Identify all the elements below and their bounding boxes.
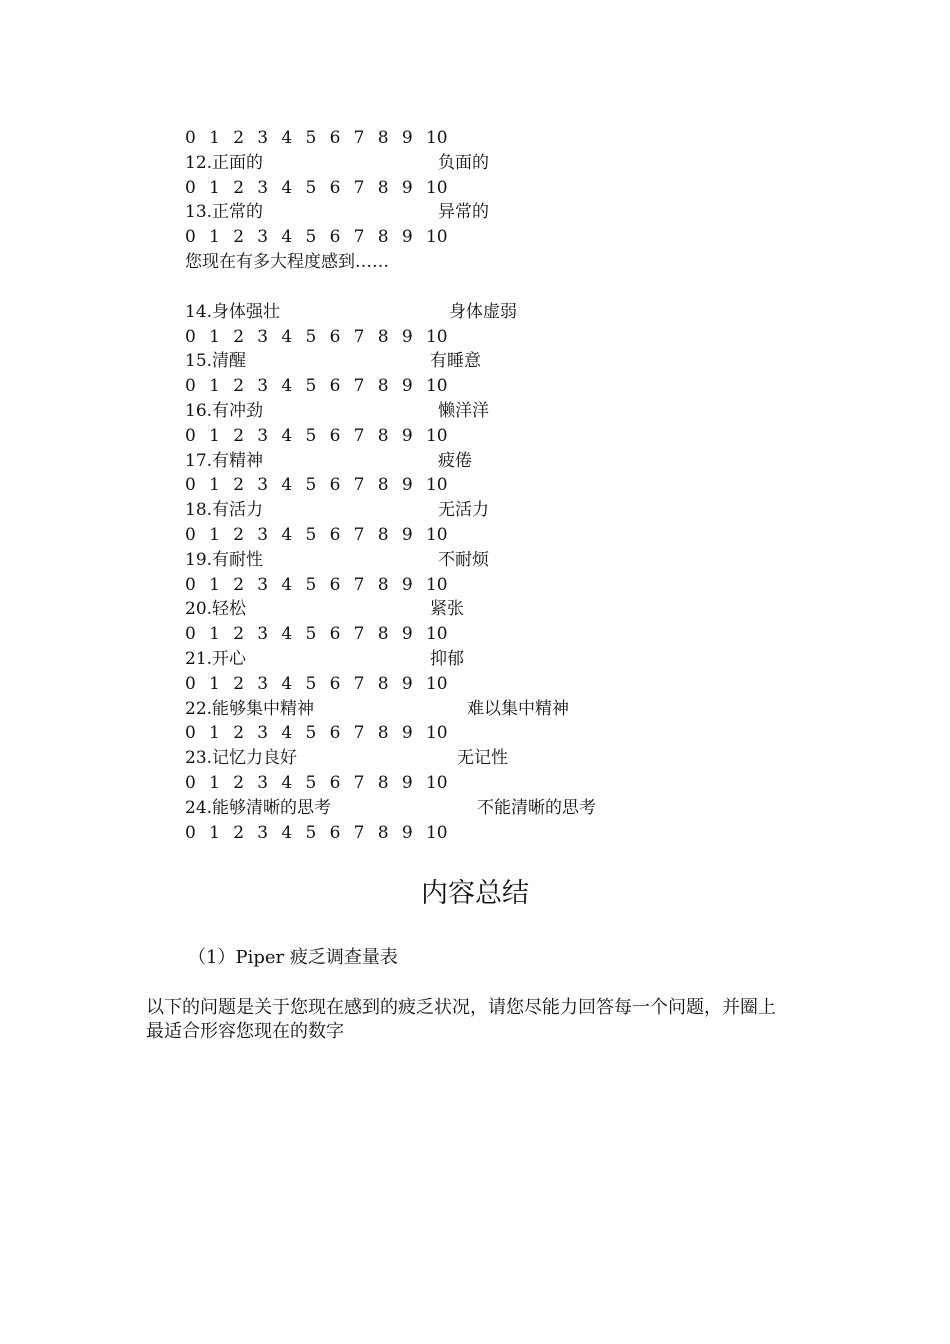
scale-number[interactable]: 9 xyxy=(401,822,413,843)
scale-number[interactable]: 1 xyxy=(209,673,220,694)
scale-number[interactable]: 9 xyxy=(401,524,413,545)
scale-number[interactable]: 2 xyxy=(233,772,245,793)
item-right-label: 身体虚弱 xyxy=(449,301,517,322)
scale-number[interactable]: 8 xyxy=(377,475,389,496)
scale-number[interactable]: 8 xyxy=(377,624,389,645)
scale-item xyxy=(185,796,785,821)
rating-scale xyxy=(185,374,785,399)
scale-number[interactable]: 2 xyxy=(233,574,245,595)
scale-number[interactable]: 9 xyxy=(401,425,413,446)
scale-number[interactable]: 1 xyxy=(209,574,220,595)
scale-number[interactable]: 4 xyxy=(281,524,293,545)
scale-number[interactable]: 8 xyxy=(377,326,389,347)
fatigue-scale-list xyxy=(185,126,785,845)
scale-item xyxy=(185,647,785,672)
scale-number[interactable]: 8 xyxy=(377,227,389,248)
summary-title: 内容总结 xyxy=(421,878,529,909)
scale-number[interactable]: 1 xyxy=(209,177,220,198)
scale-number[interactable]: 5 xyxy=(305,376,317,397)
scale-item xyxy=(185,746,785,771)
rating-scale xyxy=(185,573,785,598)
scale-number[interactable]: 2 xyxy=(233,475,245,496)
scale-number[interactable]: 3 xyxy=(257,227,269,248)
scale-number[interactable]: 3 xyxy=(257,723,269,744)
scale-number[interactable]: 1 xyxy=(209,376,220,397)
scale-number[interactable]: 10 xyxy=(425,624,448,645)
scale-number[interactable]: 0 xyxy=(185,624,196,645)
scale-number[interactable]: 8 xyxy=(377,673,389,694)
rating-scale xyxy=(185,622,785,647)
scale-number[interactable]: 3 xyxy=(257,425,269,446)
scale-number[interactable]: 10 xyxy=(425,425,448,446)
item-right-label: 紧张 xyxy=(430,599,464,620)
item-right-label: 疲倦 xyxy=(438,450,472,471)
rating-scale xyxy=(185,523,785,548)
scale-number[interactable]: 3 xyxy=(257,822,269,843)
scale-number[interactable]: 9 xyxy=(401,772,413,793)
scale-number[interactable]: 4 xyxy=(281,574,293,595)
scale-number[interactable]: 5 xyxy=(305,326,317,347)
scale-number[interactable]: 10 xyxy=(425,128,448,148)
item-left-label: 22.能够集中精神 xyxy=(185,698,315,719)
scale-number[interactable]: 9 xyxy=(401,376,413,397)
scale-number[interactable]: 5 xyxy=(305,822,317,843)
scale-number[interactable]: 0 xyxy=(185,673,196,694)
scale-number[interactable]: 8 xyxy=(377,524,389,545)
scale-number[interactable]: 1 xyxy=(209,772,220,793)
item-left-label: 12.正面的 xyxy=(185,152,264,173)
scale-number[interactable]: 2 xyxy=(233,227,245,248)
scale-number[interactable]: 4 xyxy=(281,673,293,694)
scale-number[interactable]: 3 xyxy=(257,475,269,496)
scale-number[interactable]: 7 xyxy=(353,425,365,446)
scale-item xyxy=(185,399,785,424)
scale-number[interactable]: 7 xyxy=(353,524,365,545)
scale-number[interactable]: 2 xyxy=(233,822,245,843)
scale-number[interactable]: 8 xyxy=(377,723,389,744)
item-left-label: 21.开心 xyxy=(185,648,247,669)
scale-number[interactable]: 5 xyxy=(305,524,317,545)
item-left-label: 15.清醒 xyxy=(185,351,247,372)
scale-number[interactable]: 0 xyxy=(185,574,196,595)
scale-number[interactable]: 3 xyxy=(257,524,269,545)
scale-number[interactable]: 6 xyxy=(329,624,341,645)
scale-item xyxy=(185,349,785,374)
scale-number[interactable]: 2 xyxy=(233,624,245,645)
scale-number[interactable]: 1 xyxy=(209,425,220,446)
scale-number[interactable]: 2 xyxy=(233,524,245,545)
item-right-label: 不能清晰的思考 xyxy=(477,797,596,818)
scale-number[interactable]: 6 xyxy=(329,574,341,595)
scale-number[interactable]: 2 xyxy=(233,326,245,347)
scale-number[interactable]: 8 xyxy=(377,376,389,397)
scale-number[interactable]: 7 xyxy=(353,772,365,793)
item-left-label: 16.有冲劲 xyxy=(185,400,264,421)
scale-number[interactable]: 0 xyxy=(185,723,196,744)
scale-number[interactable]: 1 xyxy=(209,624,220,645)
scale-number[interactable]: 0 xyxy=(185,822,196,843)
scale-number[interactable]: 10 xyxy=(425,574,448,595)
scale-number[interactable]: 10 xyxy=(425,723,448,744)
rating-scale xyxy=(185,821,785,846)
scale-number[interactable]: 9 xyxy=(401,177,413,198)
scale-number[interactable]: 8 xyxy=(377,425,389,446)
scale-number[interactable]: 4 xyxy=(281,772,293,793)
item-left-label: 24.能够清晰的思考 xyxy=(185,797,332,818)
scale-number[interactable]: 4 xyxy=(281,177,293,198)
summary-subtitle: （1）Piper 疲乏调查量表 xyxy=(188,947,398,968)
item-right-label: 负面的 xyxy=(438,152,489,173)
scale-number[interactable]: 7 xyxy=(353,624,365,645)
scale-number[interactable]: 7 xyxy=(353,574,365,595)
scale-item xyxy=(185,151,785,176)
rating-scale xyxy=(185,176,785,201)
scale-number[interactable]: 1 xyxy=(209,524,220,545)
scale-number[interactable]: 10 xyxy=(425,475,448,496)
scale-number[interactable]: 3 xyxy=(257,128,269,148)
scale-number[interactable]: 5 xyxy=(305,475,317,496)
scale-number[interactable]: 0 xyxy=(185,227,196,248)
scale-number[interactable]: 2 xyxy=(233,723,245,744)
scale-number[interactable]: 2 xyxy=(233,128,245,148)
scale-number[interactable]: 5 xyxy=(305,673,317,694)
scale-number[interactable]: 2 xyxy=(233,673,245,694)
scale-number[interactable]: 8 xyxy=(377,822,389,843)
item-left-label: 18.有活力 xyxy=(185,500,264,521)
scale-item xyxy=(185,449,785,474)
item-left-label: 19.有耐性 xyxy=(185,549,264,570)
scale-number[interactable]: 6 xyxy=(329,227,341,248)
scale-number[interactable]: 7 xyxy=(353,128,365,148)
scale-number[interactable]: 7 xyxy=(353,227,365,248)
scale-number[interactable]: 6 xyxy=(329,177,341,198)
item-right-label: 抑郁 xyxy=(430,648,464,669)
scale-item xyxy=(185,697,785,722)
scale-number[interactable]: 0 xyxy=(185,524,196,545)
scale-number[interactable]: 4 xyxy=(281,376,293,397)
rating-scale xyxy=(185,225,785,250)
scale-number[interactable]: 6 xyxy=(329,475,341,496)
scale-number[interactable]: 10 xyxy=(425,673,448,694)
scale-number[interactable]: 4 xyxy=(281,128,293,148)
scale-number[interactable]: 7 xyxy=(353,177,365,198)
rating-scale xyxy=(185,424,785,449)
scale-number[interactable]: 5 xyxy=(305,723,317,744)
scale-number[interactable]: 10 xyxy=(425,524,448,545)
scale-number[interactable]: 3 xyxy=(257,376,269,397)
scale-number[interactable]: 3 xyxy=(257,772,269,793)
scale-number[interactable]: 5 xyxy=(305,227,317,248)
scale-number[interactable]: 6 xyxy=(329,425,341,446)
scale-number[interactable]: 10 xyxy=(425,822,448,843)
scale-number[interactable]: 3 xyxy=(257,574,269,595)
spacer xyxy=(185,275,785,300)
section-prompt: 您现在有多大程度感到…… xyxy=(185,251,389,272)
scale-item xyxy=(185,498,785,523)
scale-number[interactable]: 6 xyxy=(329,772,341,793)
item-right-label: 无活力 xyxy=(438,500,489,521)
scale-number[interactable]: 8 xyxy=(377,177,389,198)
scale-number[interactable]: 6 xyxy=(329,376,341,397)
scale-number[interactable]: 2 xyxy=(233,177,245,198)
scale-item xyxy=(185,597,785,622)
item-right-label: 有睡意 xyxy=(430,351,481,372)
scale-item xyxy=(185,200,785,225)
scale-number[interactable]: 7 xyxy=(353,326,365,347)
rating-scale xyxy=(185,473,785,498)
scale-number[interactable]: 10 xyxy=(425,227,448,248)
item-right-label: 不耐烦 xyxy=(438,549,489,570)
scale-number[interactable]: 7 xyxy=(353,673,365,694)
scale-number[interactable]: 7 xyxy=(353,822,365,843)
scale-number[interactable]: 7 xyxy=(353,723,365,744)
rating-scale xyxy=(185,325,785,350)
item-left-label: 17.有精神 xyxy=(185,450,264,471)
scale-number[interactable]: 3 xyxy=(257,673,269,694)
scale-number[interactable]: 10 xyxy=(425,326,448,347)
scale-number[interactable]: 4 xyxy=(281,326,293,347)
scale-number[interactable]: 5 xyxy=(305,425,317,446)
scale-number[interactable]: 10 xyxy=(425,772,448,793)
scale-number[interactable]: 6 xyxy=(329,128,341,148)
scale-number[interactable]: 0 xyxy=(185,425,196,446)
scale-number[interactable]: 9 xyxy=(401,227,413,248)
rating-scale xyxy=(185,672,785,697)
scale-number[interactable]: 5 xyxy=(305,574,317,595)
scale-number[interactable]: 0 xyxy=(185,376,196,397)
scale-number[interactable]: 2 xyxy=(233,376,245,397)
item-right-label: 异常的 xyxy=(438,202,489,223)
scale-number[interactable]: 8 xyxy=(377,574,389,595)
scale-number[interactable]: 5 xyxy=(305,772,317,793)
scale-number[interactable]: 6 xyxy=(329,822,341,843)
item-right-label: 无记性 xyxy=(457,748,508,769)
scale-number[interactable]: 1 xyxy=(209,822,220,843)
scale-number[interactable]: 9 xyxy=(401,574,413,595)
item-right-label: 懒洋洋 xyxy=(438,400,489,421)
scale-number[interactable]: 1 xyxy=(209,128,220,148)
item-left-label: 13.正常的 xyxy=(185,202,264,223)
scale-number[interactable]: 0 xyxy=(185,772,196,793)
scale-number[interactable]: 3 xyxy=(257,624,269,645)
scale-number[interactable]: 4 xyxy=(281,723,293,744)
scale-number[interactable]: 9 xyxy=(401,475,413,496)
scale-number[interactable]: 2 xyxy=(233,425,245,446)
scale-number[interactable]: 9 xyxy=(401,128,413,148)
scale-item xyxy=(185,548,785,573)
scale-number[interactable]: 1 xyxy=(209,475,220,496)
scale-number[interactable]: 5 xyxy=(305,128,317,148)
rating-scale xyxy=(185,721,785,746)
scale-number[interactable]: 10 xyxy=(425,177,448,198)
scale-number[interactable]: 4 xyxy=(281,475,293,496)
scale-number[interactable]: 4 xyxy=(281,425,293,446)
item-right-label: 难以集中精神 xyxy=(467,698,569,719)
scale-number[interactable]: 9 xyxy=(401,673,413,694)
scale-number[interactable]: 5 xyxy=(305,177,317,198)
scale-number[interactable]: 4 xyxy=(281,822,293,843)
item-left-label: 20.轻松 xyxy=(185,599,247,620)
scale-number[interactable]: 6 xyxy=(329,723,341,744)
scale-number[interactable]: 9 xyxy=(401,326,413,347)
scale-number[interactable]: 5 xyxy=(305,624,317,645)
rating-scale xyxy=(185,771,785,796)
scale-item xyxy=(185,300,785,325)
scale-number[interactable]: 6 xyxy=(329,524,341,545)
scale-number[interactable]: 0 xyxy=(185,177,196,198)
scale-number[interactable]: 1 xyxy=(209,723,220,744)
scale-number[interactable]: 8 xyxy=(377,128,389,148)
scale-number[interactable]: 9 xyxy=(401,723,413,744)
summary-paragraph: 以下的问题是关于您现在感到的疲乏状况，请您尽能力回答每一个问题，并圈上最适合形容您现在的数字 xyxy=(146,997,776,1042)
scale-number[interactable]: 4 xyxy=(281,227,293,248)
scale-number[interactable]: 6 xyxy=(329,326,341,347)
scale-number[interactable]: 7 xyxy=(353,475,365,496)
scale-number[interactable]: 3 xyxy=(257,177,269,198)
scale-number[interactable]: 0 xyxy=(185,128,196,148)
scale-number[interactable]: 4 xyxy=(281,624,293,645)
scale-number[interactable]: 1 xyxy=(209,326,220,347)
item-left-label: 14.身体强壮 xyxy=(185,301,281,322)
scale-number[interactable]: 6 xyxy=(329,673,341,694)
scale-number[interactable]: 1 xyxy=(209,227,220,248)
scale-number[interactable]: 10 xyxy=(425,376,448,397)
scale-number[interactable]: 3 xyxy=(257,326,269,347)
scale-number[interactable]: 7 xyxy=(353,376,365,397)
scale-number[interactable]: 9 xyxy=(401,624,413,645)
scale-number[interactable]: 8 xyxy=(377,772,389,793)
rating-scale xyxy=(185,126,785,151)
scale-number[interactable]: 0 xyxy=(185,326,196,347)
item-left-label: 23.记忆力良好 xyxy=(185,748,298,769)
scale-number[interactable]: 0 xyxy=(185,475,196,496)
